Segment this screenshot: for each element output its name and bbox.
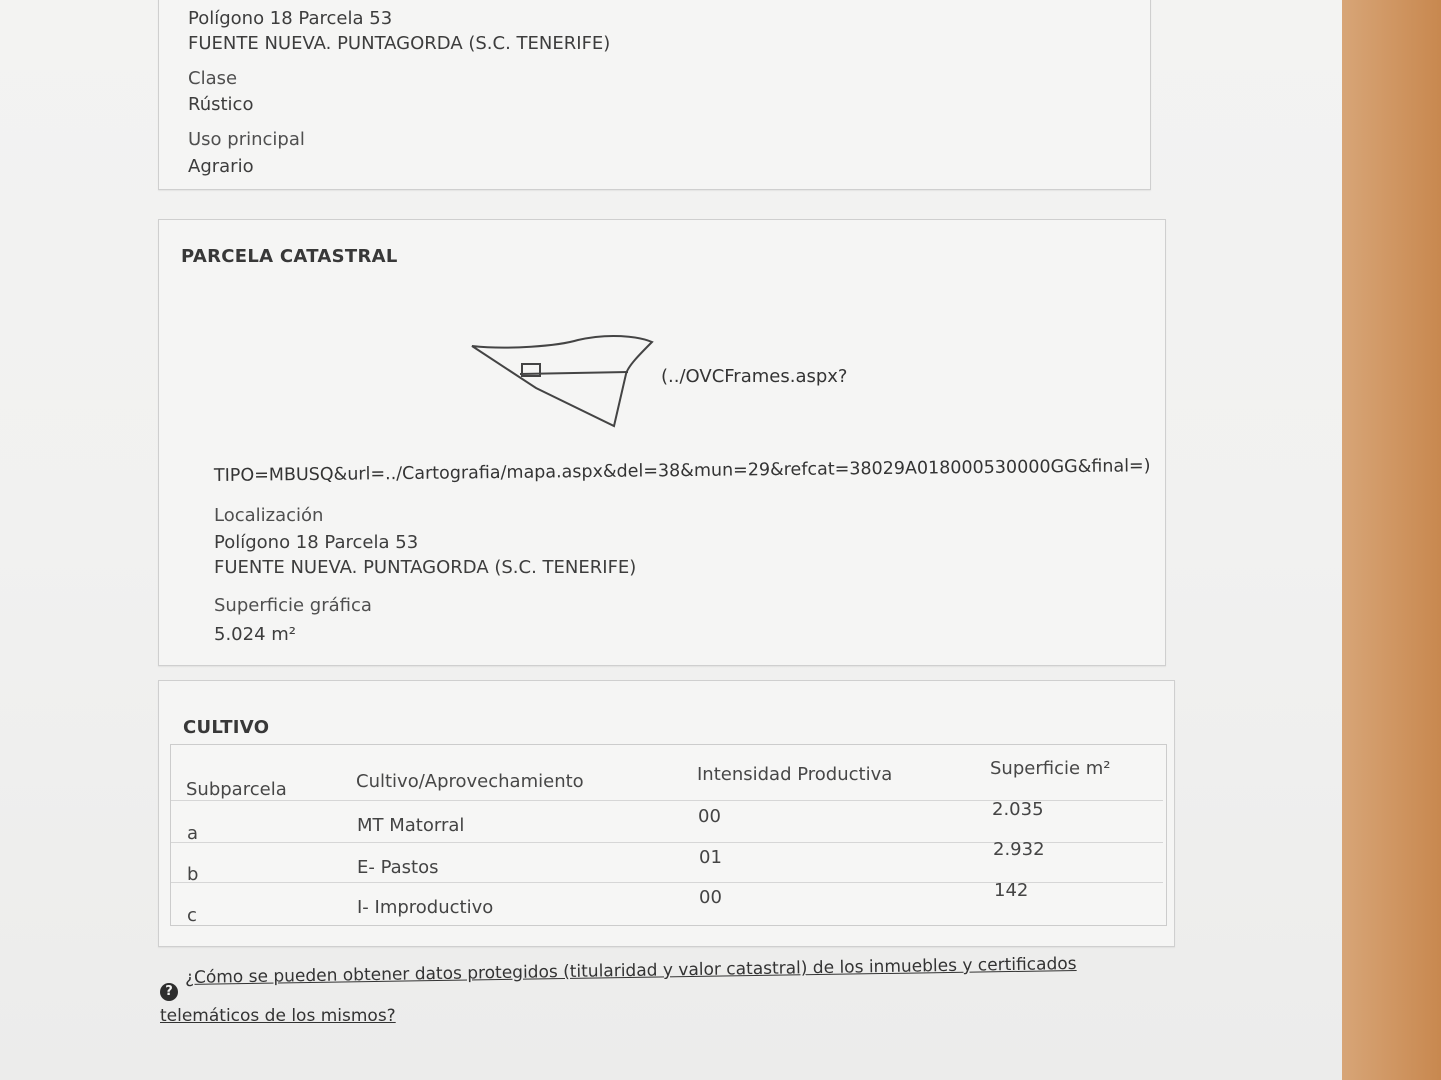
parcel-sketch-image[interactable] [468,328,658,448]
table-row-subparcela: a [187,823,199,844]
inmueble-localizacion-line2: FUENTE NUEVA. PUNTAGORDA (S.C. TENERIFE) [188,33,611,54]
table-row-superficie: 2.035 [992,799,1044,820]
table-header-subparcela: Subparcela [186,779,287,800]
parcel-outline [472,336,652,426]
cartografia-url-line: TIPO=MBUSQ&url=../Cartografia/mapa.aspx&del=38&mun=29&refcat=38029A018000530000GG&final=) [213,456,1151,486]
table-header-cultivo: Cultivo/Aprovechamiento [356,771,584,792]
table-header-superficie: Superficie m² [990,758,1111,779]
ovcframes-link-fragment: (../OVCFrames.aspx? [661,366,848,387]
clase-value: Rústico [188,94,254,115]
datos-protegidos-help-link-continuation[interactable]: telemáticos de los mismos? [160,1006,396,1026]
table-row-cultivo: I- Improductivo [357,897,494,918]
table-row-superficie: 2.932 [993,839,1045,860]
clase-label: Clase [188,68,238,89]
table-row-intensidad: 01 [699,847,722,868]
table-row-subparcela: c [187,905,197,926]
table-row-superficie: 142 [994,880,1029,901]
uso-principal-value: Agrario [188,156,254,177]
table-row-intensidad: 00 [699,887,722,908]
table-row-intensidad: 00 [698,806,721,827]
superficie-grafica-label: Superficie gráfica [214,595,372,616]
superficie-grafica-value: 5.024 m² [214,624,297,645]
question-circle-icon: ? [160,983,178,1001]
inmueble-localizacion-line1: Polígono 18 Parcela 53 [188,8,393,29]
uso-principal-label: Uso principal [188,129,305,150]
cultivo-title: CULTIVO [183,717,270,738]
parcela-localizacion-line2: FUENTE NUEVA. PUNTAGORDA (S.C. TENERIFE) [214,557,637,578]
datos-protegidos-help-link[interactable]: ¿Cómo se pueden obtener datos protegidos (titularidad y valor catastral) de los inmuebles y certificados [184,953,1077,988]
parcela-localizacion-line1: Polígono 18 Parcela 53 [214,532,419,553]
table-row-cultivo: E- Pastos [357,857,439,878]
table-edge-background [1342,0,1441,1080]
parcela-localizacion-label: Localización [214,505,324,526]
parcel-subdivision-line [520,372,628,374]
table-row-cultivo: MT Matorral [357,815,465,836]
parcela-catastral-title: PARCELA CATASTRAL [181,246,398,267]
table-row-subparcela: b [187,864,199,885]
table-header-intensidad: Intensidad Productiva [697,764,893,785]
